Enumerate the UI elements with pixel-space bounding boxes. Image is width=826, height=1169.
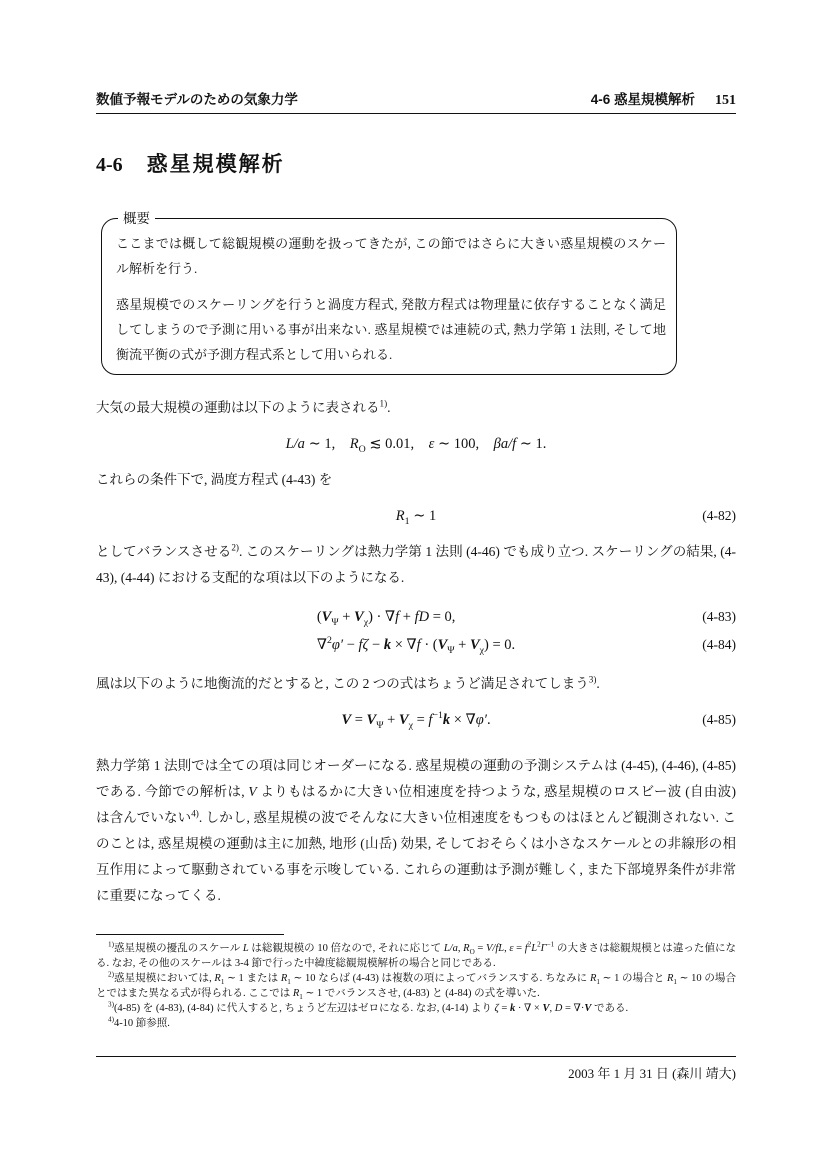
abstract-paragraph: ここまでは概して総観規模の運動を扱ってきたが, この節ではさらに大きい惑星規模のスケール解析を行う. xyxy=(116,236,666,276)
paragraph: としてバランスさせる$^{2)}$. このスケーリングは熱力学第 1 法則 (4-46) でも成り立つ. スケーリングの結果, (4-43), (4-44) における支配的な項は以下のようになる. xyxy=(96,542,736,585)
equation-content: $V = V_\Psi + V_\chi = f^{-1}k \times \nabla\varphi'$. xyxy=(341,710,491,731)
equation-4-84: $\nabla^2\varphi' - f\zeta - k \times \nabla f \cdot (V_\Psi + V_\chi) = 0$. xyxy=(316,635,516,656)
footer-date: 2003 年 1 月 31 日 (森川 靖大) xyxy=(568,1066,736,1081)
header-rule xyxy=(96,113,736,114)
footnote xyxy=(96,1016,736,1031)
equation-number: (4-82) xyxy=(702,508,736,523)
equation-number: (4-85) xyxy=(702,712,736,727)
running-section: 4-6 惑星規模解析 xyxy=(590,92,695,107)
equation-number: (4-83) xyxy=(702,609,736,624)
footer-rule xyxy=(96,1056,736,1057)
footnote-marker: 2) xyxy=(108,970,114,979)
page-number: 151 xyxy=(715,93,736,108)
section-title xyxy=(96,148,736,178)
footnote-marker: 1) xyxy=(108,940,114,949)
equation-4-85 xyxy=(96,707,736,733)
abstract-box xyxy=(101,211,677,375)
footnote-text: (4-85) を (4-83), (4-84) に代入すると, ちょうど左辺はゼロになる. なお, (4-14) より ζ = k · ∇ × V, D = ∇·V である. xyxy=(113,1003,629,1014)
equation-lines xyxy=(317,603,515,659)
footnote xyxy=(96,941,736,971)
footnote-text: 惑星規模においては, $R_1$ ∼ 1 または $R_1$ ∼ 10 ならば (4-43) は複数の項によってバランスする. ちなみに $R_1$ ∼ 1 の場合と $R_1$ ∼ 10 の場合とではまた異なる式が得られる. ここでは $R_1$ ∼ 1 でバランスさせ, (4-83) と (4-84) の式を導いた. xyxy=(96,973,736,1002)
footnote xyxy=(96,971,736,1001)
equation-4-82 xyxy=(96,503,736,529)
abstract-label: 概要 xyxy=(118,209,155,228)
footnotes-block xyxy=(96,934,736,1031)
footnote-marker: 4) xyxy=(108,1015,114,1024)
paragraph: 熱力学第 1 法則では全ての項は同じオーダーになる. 惑星規模の運動の予測システムは (4-45), (4-46), (4-85) である. 今節での解析は, V よりもはるかに大きい位相速度を持つような, 惑星規模のロスビー波 (自由波) は含んでいない$^{4)}$. しかし, 惑星規模の波でそんなに大きい位相速度をもつものはほとんど観測されない. このことは, 惑星規模の運動は主に加熱, 地形 (山岳) 効果, そしておそらくは小さなスケールとの非線形の相互作用によって駆動されている事を示唆している. これらの運動は予測が難しく, また下部境界条件が非常に重要になってくる. xyxy=(96,758,737,903)
paragraph: これらの条件下で, 渦度方程式 (4-43) を xyxy=(96,472,333,487)
equation-group-83-84 xyxy=(96,603,736,659)
equation-content: L/a ∼ 1, $R_O$ ≲ 0.01, ε ∼ 100, βa/f ∼ 1. xyxy=(285,436,547,455)
equation-4-83: $(V_\Psi + V_\chi) \cdot \nabla f$ + fD = 0, xyxy=(316,609,456,628)
running-header xyxy=(96,88,736,109)
equation-number: (4-84) xyxy=(702,637,736,652)
footnote-text: 4-10 節参照. xyxy=(113,1018,170,1029)
equation-scales xyxy=(96,431,736,457)
footnote xyxy=(96,1001,736,1016)
section-number: 4-6 xyxy=(96,154,123,176)
abstract-paragraph: 惑星規模でのスケーリングを行うと渦度方程式, 発散方程式は物理量に依存することなく満足してしまうので予測に用いる事が出来ない. 惑星規模では連続の式, 熱力学第 1 法則, そして地衡流平衡の式が予測方程式系として用いられる. xyxy=(116,297,666,362)
page-footer xyxy=(96,1056,736,1082)
running-title: 数値予報モデルのための気象力学 xyxy=(96,92,298,107)
paragraph: 風は以下のように地衡流的だとすると, この 2 つの式はちょうど満足されてしまう$^{3)}$. xyxy=(96,674,600,691)
equation-content: $R_1$ ∼ 1 xyxy=(395,508,437,527)
running-header-right xyxy=(591,88,736,109)
footnote-marker: 3) xyxy=(108,1000,114,1009)
footnote-rule xyxy=(96,934,284,935)
footnote-text: 惑星規模の擾乱のスケール L は総観規模の 10 倍なので, それに応じて L/a, $R_O = V/fL$, $\varepsilon = f^2L^2\Gamma^{-1}$ の大きさは総観規模とは違った値になる. なお, その他のスケールは 3-4 節で行った中緯度総観規模解析の場合と同じである. xyxy=(96,940,737,969)
paragraph: 大気の最大規模の運動は以下のように表される$^{1)}$. xyxy=(96,398,391,415)
section-title-text: 惑星規模解析 xyxy=(146,153,285,176)
content-column xyxy=(96,0,736,909)
